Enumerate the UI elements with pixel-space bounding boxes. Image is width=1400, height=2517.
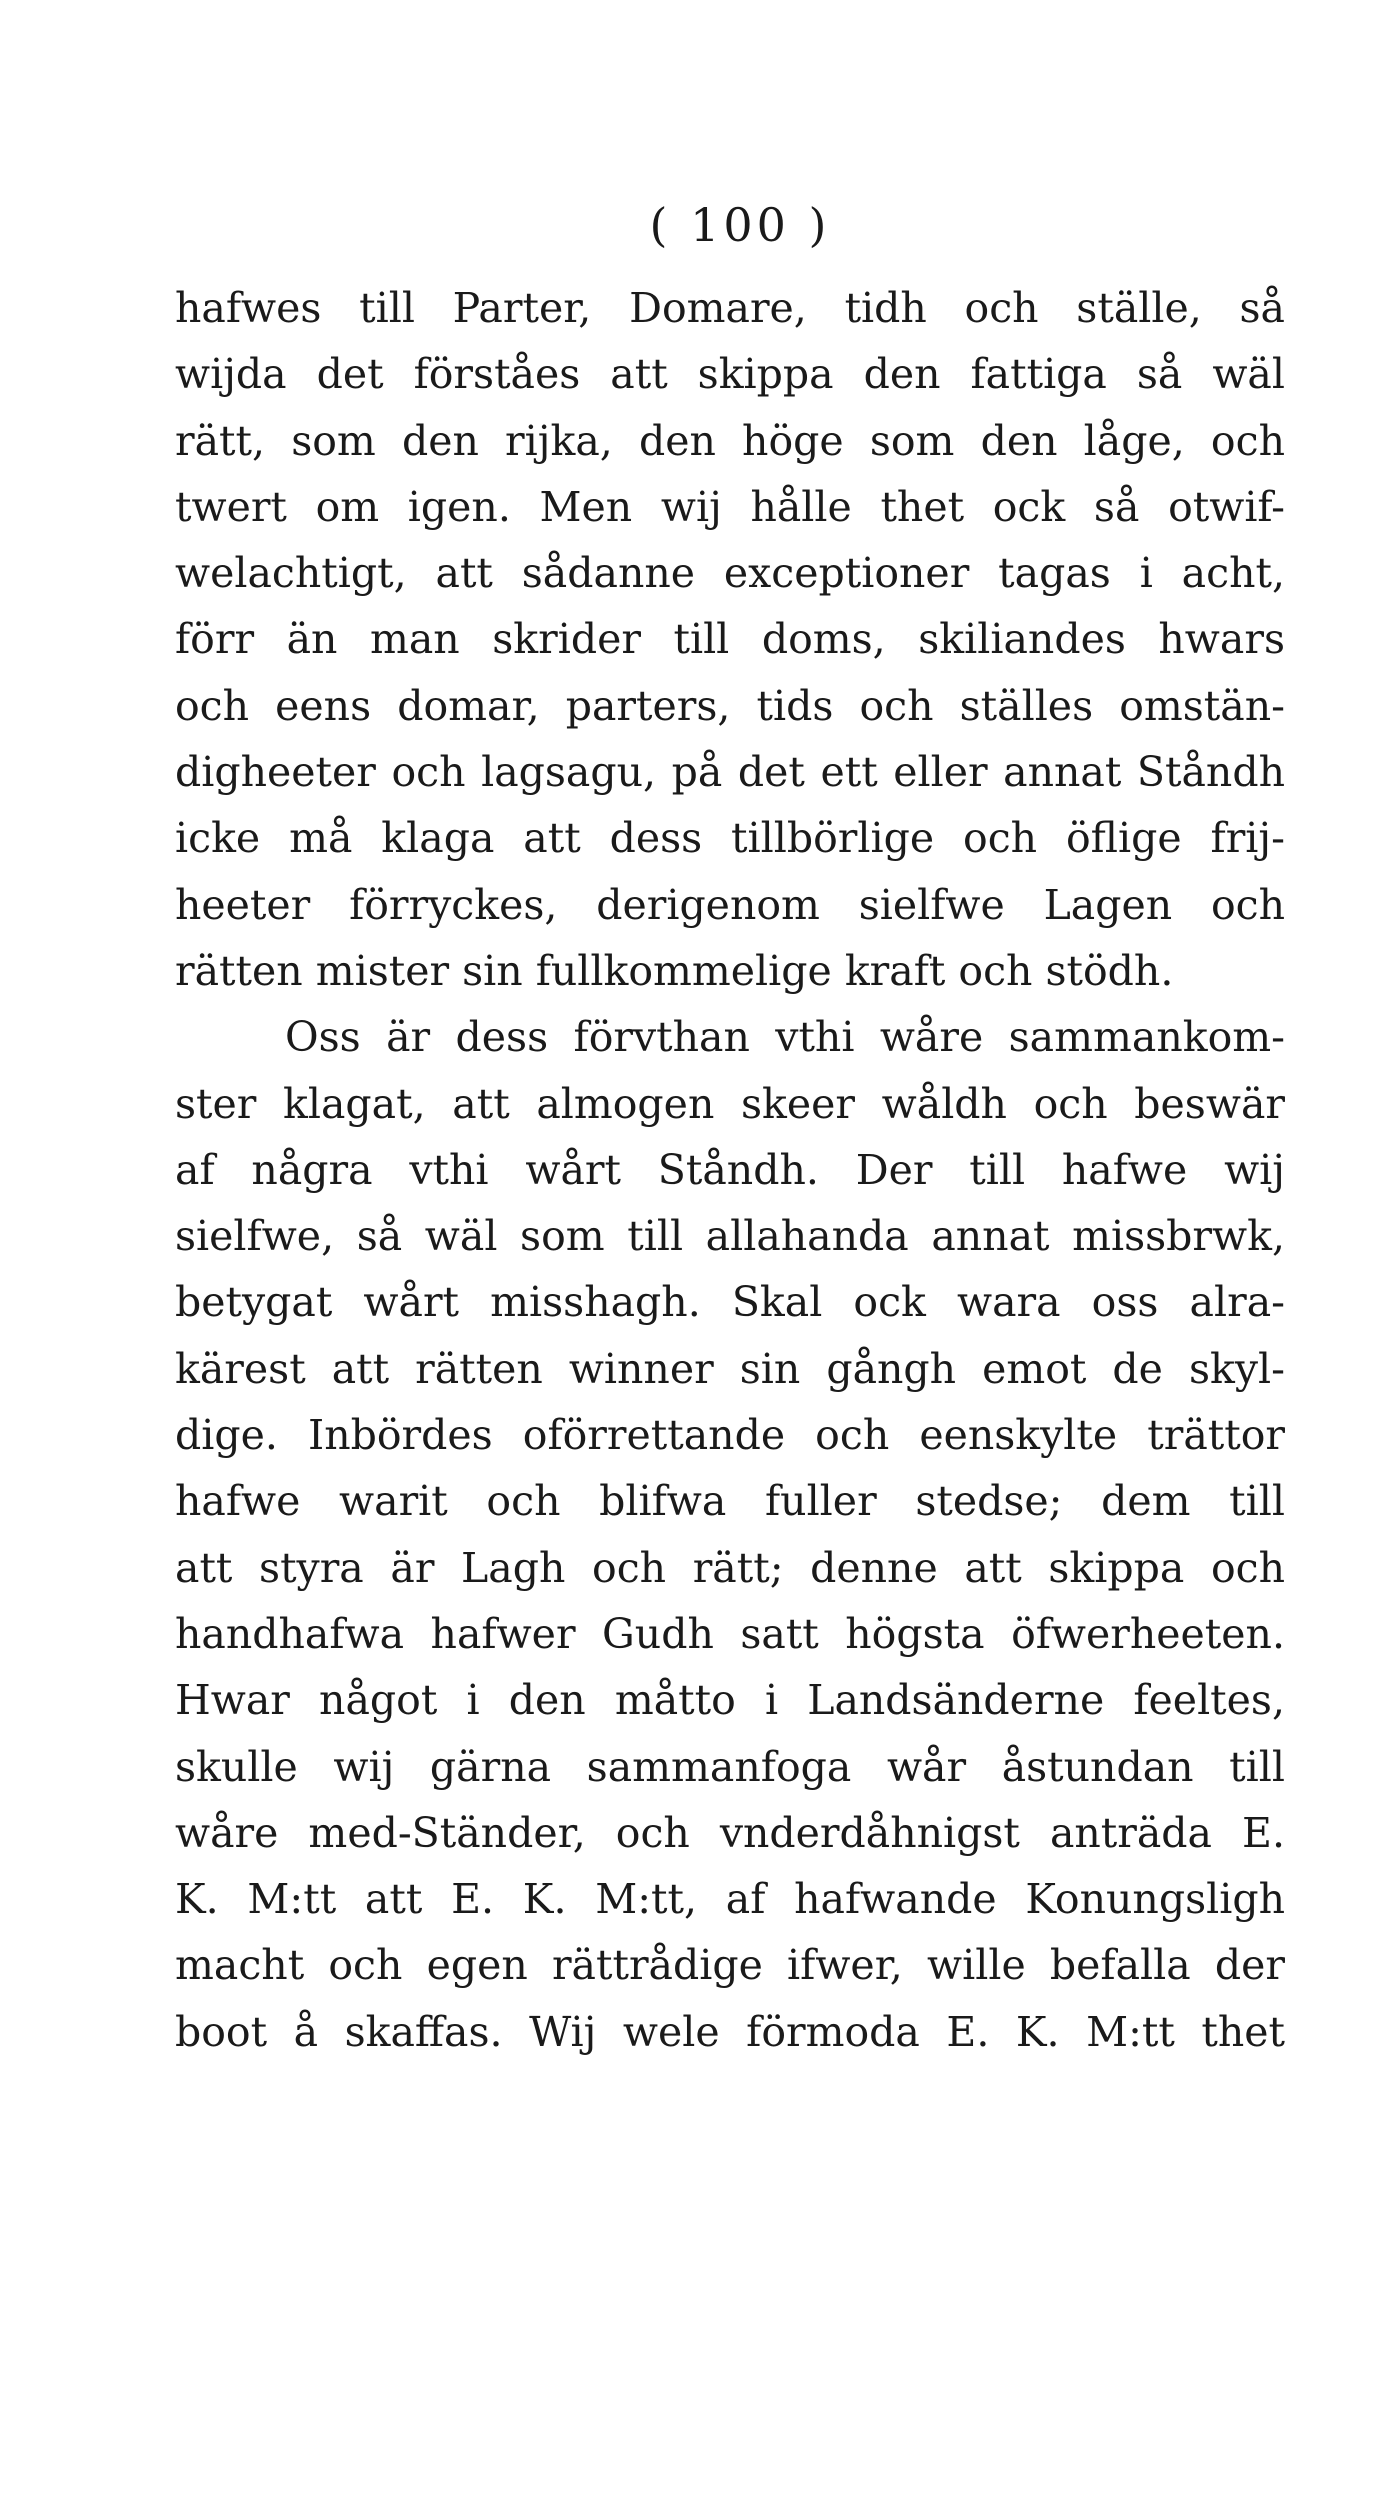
body-text — [175, 275, 1285, 2065]
text-line: hafwe warit och blifwa fuller stedse; dem till — [175, 1477, 1285, 1526]
text-line: Oss är dess förvthan vthi wåre sammankom- — [285, 1013, 1285, 1062]
page-number: ( 100 ) — [649, 198, 831, 252]
text-line: kärest att rätten winner sin gångh emot de skyl- — [175, 1344, 1285, 1393]
text-line: icke må klaga att dess tillbörlige och öflige frij- — [175, 814, 1285, 863]
text-line: hafwes till Parter, Domare, tidh och ställe, så — [175, 284, 1285, 332]
text-line: wijda det förståes att skippa den fattiga så wäl — [175, 350, 1285, 399]
text-line: rätten mister sin fullkommelige kraft och stödh. — [175, 946, 1174, 995]
text-line: dige. Inbördes oförrettande och eenskylte trättor — [175, 1411, 1285, 1460]
text-line: Hwar något i den måtto i Landsänderne feeltes, — [175, 1676, 1285, 1725]
text-line: wåre med-Ständer, och vnderdåhnigst anträda E. — [175, 1808, 1285, 1857]
text-line: macht och egen rättrådige ifwer, wille befalla der — [175, 1941, 1285, 1990]
text-line: handhafwa hafwer Gudh satt högsta öfwerheeten. — [175, 1609, 1285, 1658]
text-line: rätt, som den rijka, den höge som den låge, och — [175, 416, 1285, 465]
text-line: att styra är Lagh och rätt; denne att skippa och — [175, 1543, 1285, 1592]
text-line: K. M:tt att E. K. M:tt, af hafwande Konungsligh — [175, 1875, 1285, 1924]
text-line: och eens domar, parters, tids och ställes omstän- — [175, 681, 1285, 730]
text-line: ster klagat, att almogen skeer wåldh och beswär — [175, 1079, 1285, 1128]
text-line: twert om igen. Men wij hålle thet ock så otwif- — [175, 482, 1285, 531]
text-line: heeter förryckes, derigenom sielfwe Lagen och — [175, 880, 1285, 929]
text-line: boot å skaffas. Wij wele förmoda E. K. M:tt thet — [175, 2007, 1285, 2056]
text-line: af några vthi wårt Ståndh. Der till hafwe wij — [175, 1145, 1285, 1194]
text-line: sielfwe, så wäl som till allahanda annat missbrwk, — [175, 1212, 1285, 1261]
text-line: förr än man skrider till doms, skiliandes hwars — [175, 615, 1285, 664]
text-line: digheeter och lagsagu, på det ett eller annat Ståndh — [175, 748, 1285, 797]
text-line: betygat wårt misshagh. Skal ock wara oss alra- — [175, 1278, 1285, 1327]
text-line: skulle wij gärna sammanfoga wår åstundan till — [175, 1742, 1285, 1791]
text-line: welachtigt, att sådanne exceptioner tagas i acht, — [175, 549, 1285, 598]
